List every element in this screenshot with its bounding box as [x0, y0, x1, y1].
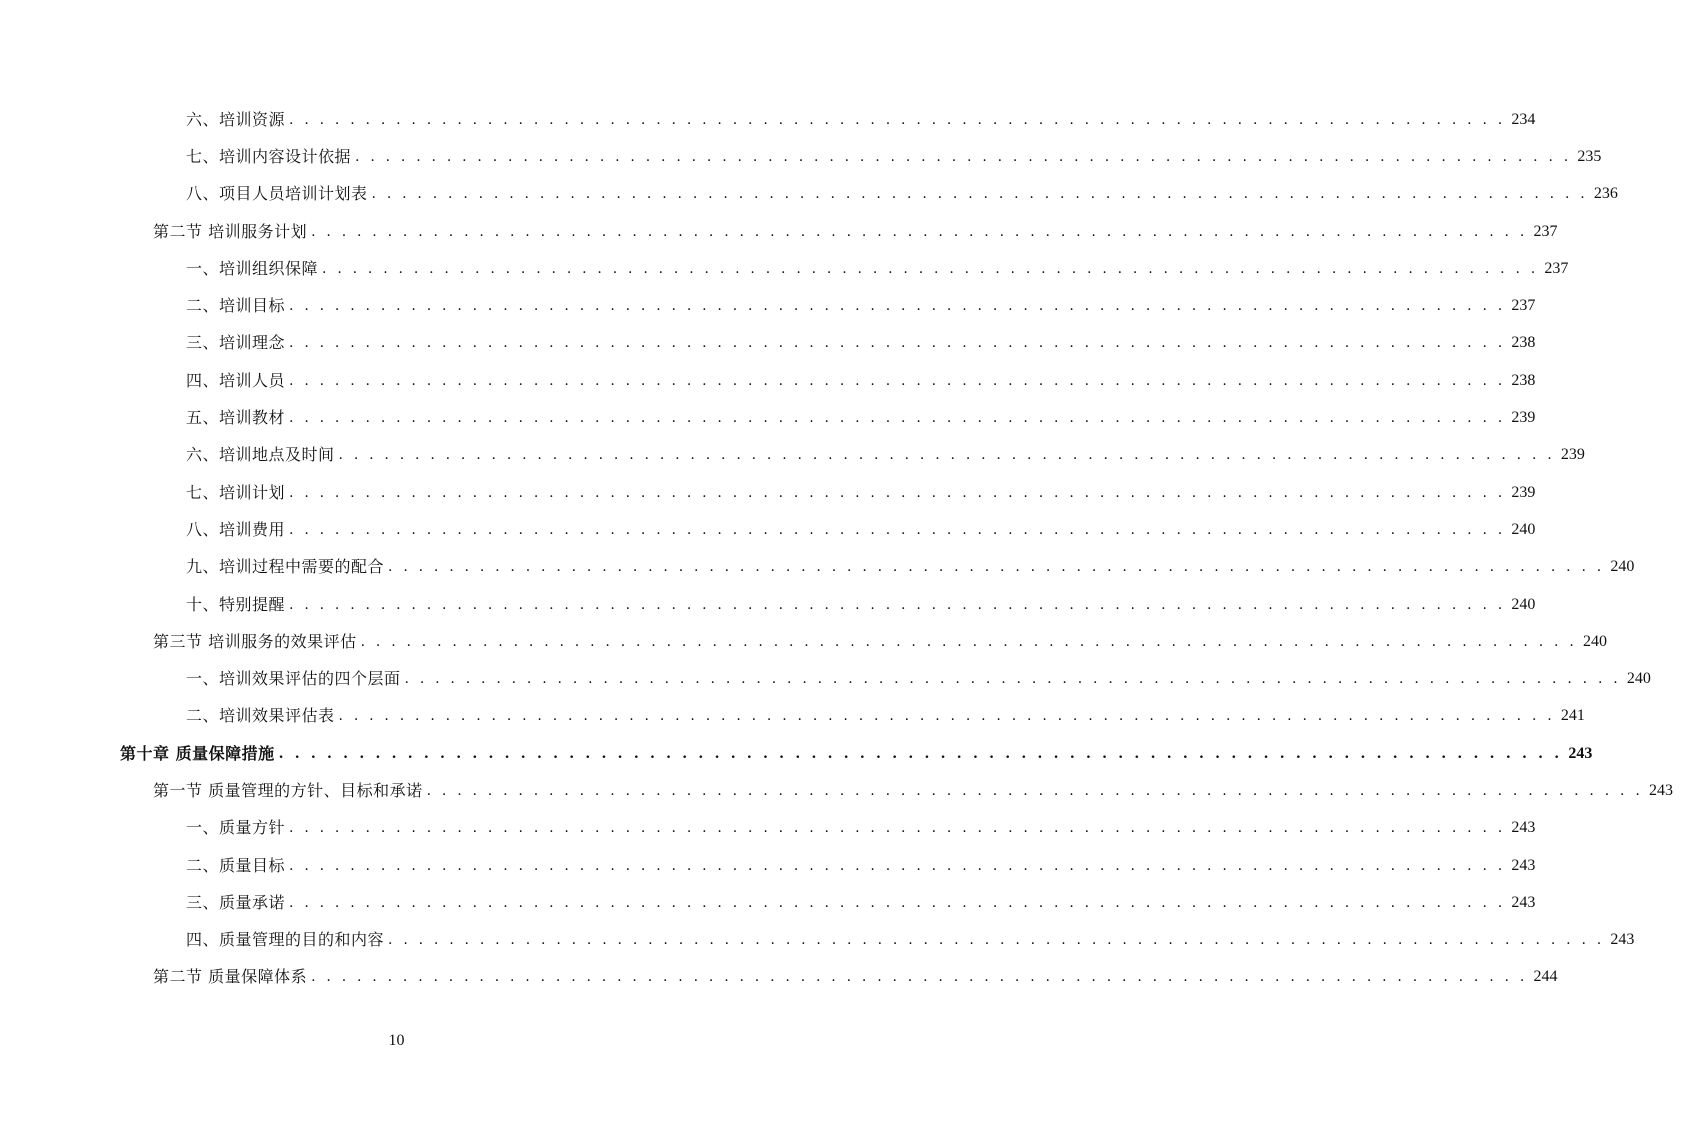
toc-entry-page: 243	[1568, 744, 1593, 762]
toc-entry-title: 一、培训效果评估的四个层面	[186, 669, 401, 689]
toc-subsection-entry[interactable]	[0, 138, 1602, 175]
toc-subsection-entry[interactable]	[0, 437, 1585, 474]
toc-chapter-entry[interactable]	[0, 735, 1593, 772]
toc-entry-page: 237	[1533, 222, 1558, 240]
toc-subsection-entry[interactable]	[0, 101, 1536, 138]
toc-entry-page: 243	[1511, 893, 1536, 911]
toc-entry-title: 五、培训教材	[186, 408, 286, 428]
toc-entry-title: 八、项目人员培训计划表	[186, 184, 368, 204]
toc-dot-leader: . . . . . . . . . . . . . . . . . . . . . . . . . . . . . . . . . . . . . . . . . . . . . . . . . . . . . . . . . . . . . . . . . . . . . . . . . . . . . . . .	[289, 820, 1506, 837]
toc-entry-page: 235	[1577, 147, 1602, 165]
toc-entry-title: 三、培训理念	[186, 333, 286, 353]
toc-dot-leader: . . . . . . . . . . . . . . . . . . . . . . . . . . . . . . . . . . . . . . . . . . . . . . . . . . . . . . . . . . . . . . . . . . . . . . . . . . . . . . . .	[278, 745, 1563, 762]
toc-entry-title: 一、质量方针	[186, 818, 286, 838]
toc-dot-leader: . . . . . . . . . . . . . . . . . . . . . . . . . . . . . . . . . . . . . . . . . . . . . . . . . . . . . . . . . . . . . . . . . . . . . . . . . . . . . . . .	[289, 111, 1506, 128]
toc-entry-page: 238	[1511, 334, 1536, 352]
toc-entry-page: 243	[1648, 781, 1673, 799]
toc-entry-title: 八、培训费用	[186, 519, 286, 539]
toc-dot-leader: . . . . . . . . . . . . . . . . . . . . . . . . . . . . . . . . . . . . . . . . . . . . . . . . . . . . . . . . . . . . . . . . . . . . . . . . . . . . . . . .	[289, 410, 1506, 427]
toc-entry-page: 240	[1511, 595, 1536, 613]
toc-dot-leader: . . . . . . . . . . . . . . . . . . . . . . . . . . . . . . . . . . . . . . . . . . . . . . . . . . . . . . . . . . . . . . . . . . . . . . . . . . . . . . . .	[311, 969, 1528, 986]
toc-entry-page: 241	[1560, 707, 1585, 725]
toc-entry-title: 一、培训组织保障	[186, 258, 319, 278]
toc-entry-title: 七、培训内容设计依据	[186, 146, 352, 166]
toc-entry-page: 234	[1511, 110, 1536, 128]
toc-entry-page: 243	[1511, 819, 1536, 837]
toc-subsection-entry[interactable]	[0, 660, 1651, 697]
toc-subsection-entry[interactable]	[0, 810, 1536, 847]
toc-subsection-entry[interactable]	[0, 549, 1635, 586]
toc-entry-page: 243	[1610, 931, 1635, 949]
toc-entry-title: 六、培训资源	[186, 109, 286, 129]
toc-entry-page: 239	[1560, 446, 1585, 464]
toc-entry-title: 四、质量管理的目的和内容	[186, 930, 385, 950]
toc-dot-leader: . . . . . . . . . . . . . . . . . . . . . . . . . . . . . . . . . . . . . . . . . . . . . . . . . . . . . . . . . . . . . . . . . . . . . . . . . . . . . . . .	[289, 298, 1506, 315]
toc-dot-leader: . . . . . . . . . . . . . . . . . . . . . . . . . . . . . . . . . . . . . . . . . . . . . . . . . . . . . . . . . . . . . . . . . . . . . . . . . . . . . . . .	[322, 260, 1539, 277]
toc-entry-title: 二、培训效果评估表	[186, 706, 335, 726]
toc-entry-page: 239	[1511, 409, 1536, 427]
table-of-contents	[0, 101, 1673, 996]
toc-subsection-entry[interactable]	[0, 362, 1536, 399]
toc-subsection-entry[interactable]	[0, 176, 1618, 213]
toc-subsection-entry[interactable]	[0, 287, 1536, 324]
toc-subsection-entry[interactable]	[0, 698, 1585, 735]
toc-dot-leader: . . . . . . . . . . . . . . . . . . . . . . . . . . . . . . . . . . . . . . . . . . . . . . . . . . . . . . . . . . . . . . . . . . . . . . . . . . . . . . . .	[360, 633, 1577, 650]
toc-subsection-entry[interactable]	[0, 511, 1536, 548]
toc-dot-leader: . . . . . . . . . . . . . . . . . . . . . . . . . . . . . . . . . . . . . . . . . . . . . . . . . . . . . . . . . . . . . . . . . . . . . . . . . . . . . . . .	[426, 782, 1643, 799]
toc-subsection-entry[interactable]	[0, 922, 1635, 959]
toc-section-entry[interactable]	[0, 213, 1558, 250]
page-number: 10	[388, 1032, 405, 1049]
toc-entry-page: 237	[1511, 297, 1536, 315]
toc-entry-title: 第二节 培训服务计划	[153, 221, 308, 241]
toc-entry-title: 四、培训人员	[186, 370, 286, 390]
toc-entry-title: 第三节 培训服务的效果评估	[153, 631, 357, 651]
toc-entry-title: 九、培训过程中需要的配合	[186, 557, 385, 577]
toc-section-entry[interactable]	[0, 772, 1673, 809]
toc-entry-page: 240	[1626, 670, 1651, 688]
toc-entry-page: 244	[1533, 968, 1558, 986]
toc-subsection-entry[interactable]	[0, 847, 1536, 884]
toc-entry-title: 十、特别提醒	[186, 594, 286, 614]
toc-dot-leader: . . . . . . . . . . . . . . . . . . . . . . . . . . . . . . . . . . . . . . . . . . . . . . . . . . . . . . . . . . . . . . . . . . . . . . . . . . . . . . . .	[289, 857, 1506, 874]
toc-entry-title: 第十章 质量保障措施	[120, 743, 275, 763]
toc-dot-leader: . . . . . . . . . . . . . . . . . . . . . . . . . . . . . . . . . . . . . . . . . . . . . . . . . . . . . . . . . . . . . . . . . . . . . . . . . . . . . . . .	[338, 447, 1555, 464]
toc-entry-page: 239	[1511, 483, 1536, 501]
toc-entry-title: 三、质量承诺	[186, 892, 286, 912]
toc-subsection-entry[interactable]	[0, 474, 1536, 511]
toc-entry-title: 第一节 质量管理的方针、目标和承诺	[153, 780, 423, 800]
toc-entry-page: 238	[1511, 371, 1536, 389]
toc-entry-title: 二、培训目标	[186, 296, 286, 316]
toc-dot-leader: . . . . . . . . . . . . . . . . . . . . . . . . . . . . . . . . . . . . . . . . . . . . . . . . . . . . . . . . . . . . . . . . . . . . . . . . . . . . . . . .	[289, 372, 1506, 389]
toc-entry-title: 第二节 质量保障体系	[153, 967, 308, 987]
toc-entry-title: 二、质量目标	[186, 855, 286, 875]
toc-entry-page: 240	[1511, 520, 1536, 538]
toc-section-entry[interactable]	[0, 623, 1607, 660]
toc-dot-leader: . . . . . . . . . . . . . . . . . . . . . . . . . . . . . . . . . . . . . . . . . . . . . . . . . . . . . . . . . . . . . . . . . . . . . . . . . . . . . . . .	[289, 335, 1506, 352]
toc-subsection-entry[interactable]	[0, 586, 1536, 623]
toc-dot-leader: . . . . . . . . . . . . . . . . . . . . . . . . . . . . . . . . . . . . . . . . . . . . . . . . . . . . . . . . . . . . . . . . . . . . . . . . . . . . . . . .	[338, 708, 1555, 725]
toc-dot-leader: . . . . . . . . . . . . . . . . . . . . . . . . . . . . . . . . . . . . . . . . . . . . . . . . . . . . . . . . . . . . . . . . . . . . . . . . . . . . . . . .	[289, 484, 1506, 501]
toc-entry-page: 237	[1544, 259, 1569, 277]
toc-entry-page: 240	[1582, 632, 1607, 650]
toc-entry-page: 236	[1593, 185, 1618, 203]
toc-dot-leader: . . . . . . . . . . . . . . . . . . . . . . . . . . . . . . . . . . . . . . . . . . . . . . . . . . . . . . . . . . . . . . . . . . . . . . . . . . . . . . . .	[289, 894, 1506, 911]
toc-dot-leader: . . . . . . . . . . . . . . . . . . . . . . . . . . . . . . . . . . . . . . . . . . . . . . . . . . . . . . . . . . . . . . . . . . . . . . . . . . . . . . . .	[355, 148, 1572, 165]
toc-dot-leader: . . . . . . . . . . . . . . . . . . . . . . . . . . . . . . . . . . . . . . . . . . . . . . . . . . . . . . . . . . . . . . . . . . . . . . . . . . . . . . . .	[371, 186, 1588, 203]
toc-entry-page: 243	[1511, 856, 1536, 874]
toc-subsection-entry[interactable]	[0, 250, 1569, 287]
toc-dot-leader: . . . . . . . . . . . . . . . . . . . . . . . . . . . . . . . . . . . . . . . . . . . . . . . . . . . . . . . . . . . . . . . . . . . . . . . . . . . . . . . .	[311, 223, 1528, 240]
toc-entry-page: 240	[1610, 558, 1635, 576]
toc-dot-leader: . . . . . . . . . . . . . . . . . . . . . . . . . . . . . . . . . . . . . . . . . . . . . . . . . . . . . . . . . . . . . . . . . . . . . . . . . . . . . . . .	[289, 521, 1506, 538]
toc-subsection-entry[interactable]	[0, 399, 1536, 436]
toc-dot-leader: . . . . . . . . . . . . . . . . . . . . . . . . . . . . . . . . . . . . . . . . . . . . . . . . . . . . . . . . . . . . . . . . . . . . . . . . . . . . . . . .	[289, 596, 1506, 613]
toc-subsection-entry[interactable]	[0, 884, 1536, 921]
toc-dot-leader: . . . . . . . . . . . . . . . . . . . . . . . . . . . . . . . . . . . . . . . . . . . . . . . . . . . . . . . . . . . . . . . . . . . . . . . . . . . . . . . .	[388, 559, 1605, 576]
toc-subsection-entry[interactable]	[0, 325, 1536, 362]
toc-section-entry[interactable]	[0, 959, 1558, 996]
toc-dot-leader: . . . . . . . . . . . . . . . . . . . . . . . . . . . . . . . . . . . . . . . . . . . . . . . . . . . . . . . . . . . . . . . . . . . . . . . . . . . . . . . .	[388, 932, 1605, 949]
toc-entry-title: 七、培训计划	[186, 482, 286, 502]
toc-entry-title: 六、培训地点及时间	[186, 445, 335, 465]
toc-dot-leader: . . . . . . . . . . . . . . . . . . . . . . . . . . . . . . . . . . . . . . . . . . . . . . . . . . . . . . . . . . . . . . . . . . . . . . . . . . . . . . . .	[404, 671, 1621, 688]
